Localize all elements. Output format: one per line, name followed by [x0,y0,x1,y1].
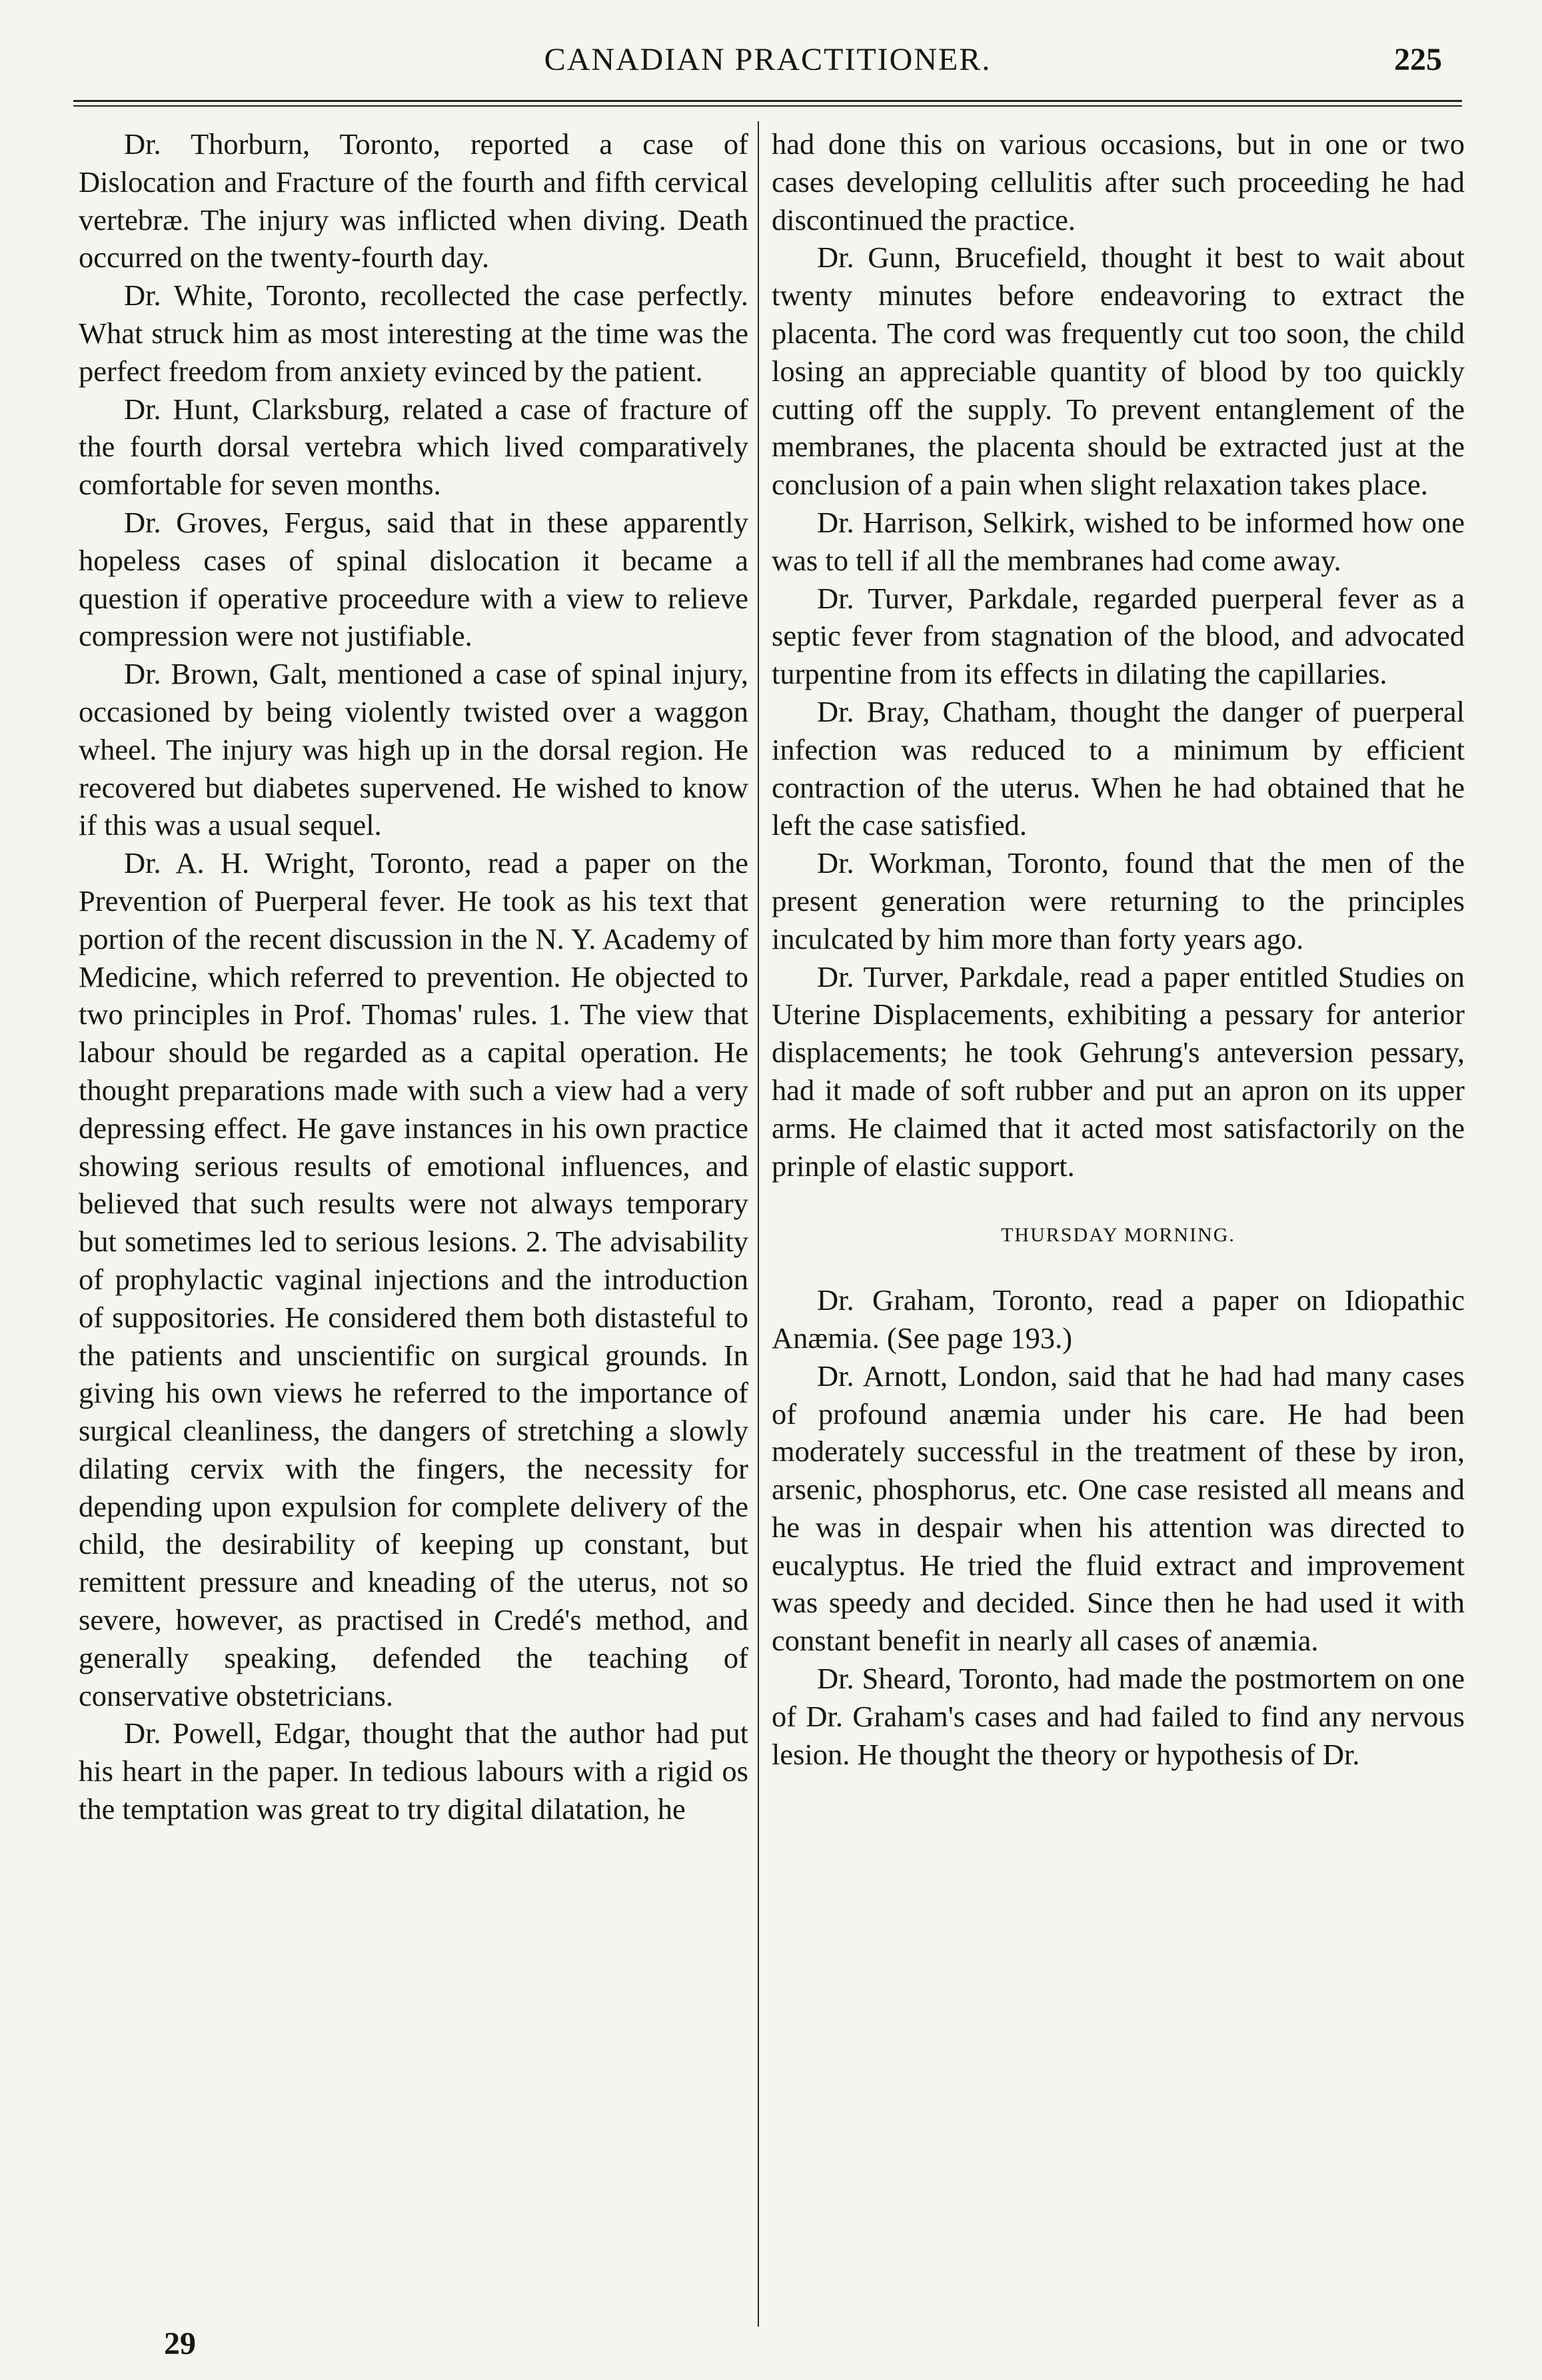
paragraph: Dr. White, Toronto, recollected the case perfectly. What struck him as most interesting at the time was the perfect freedom from anxiety evinced by the patient. [79,279,748,388]
paragraph: Dr. Sheard, Toronto, had made the postmortem on one of Dr. Graham's cases and had failed to find any nervous lesion. He thought the theory or hypothesis of Dr. [772,1662,1465,1771]
running-header [73,41,1462,88]
paragraph-continued: had done this on various occasions, but in one or two cases developing cellulitis after such proceeding he had discontinued the practice. [772,127,1465,237]
header-rule [73,100,1462,102]
paragraph: Dr. Thorburn, Toronto, reported a case of Dislocation and Fracture of the fourth and fifth cervical vertebræ. The injury was inflicted when diving. Death occurred on the twenty-fourth day. [79,127,748,275]
paragraph: Dr. Workman, Toronto, found that the men of the present generation were returning to the principles inculcated by him more than forty years ago. [772,846,1465,955]
paragraph: Dr. Bray, Chatham, thought the danger of puerperal infection was reduced to a minimum by efficient contraction of the uterus. When he had obtained that he left the case satisfied. [772,694,1465,842]
signature-mark: 29 [164,2326,196,2361]
paragraph: Dr. Gunn, Brucefield, thought it best to wait about twenty minutes before endeavoring to extract the placenta. The cord was frequently cut too soon, the child losing an appreciable quantity of blood by too quickly cutting off the supply. To prevent entanglement of the membranes, the placenta should be extracted just at the conclusion of a pain when slight relaxation takes place. [772,241,1465,502]
section-heading: THURSDAY MORNING. [1001,1224,1235,1247]
right-column [772,125,1465,1773]
page-number: 225 [1394,42,1442,77]
left-column [79,125,748,1828]
paragraph: Dr. Arnott, London, said that he had had many cases of profound anæmia under his care. He had been moderately successful in the treatment of these by iron, arsenic, phosphorus, etc. One case resisted all means and he was in despair when his attention was directed to eucalyptus. He tried the fluid extract and improvement was speedy and decided. Since then he had used it with constant benefit in nearly all cases of anæmia. [772,1359,1465,1658]
paragraph: Dr. Hunt, Clarksburg, related a case of fracture of the fourth dorsal vertebra which lived comparatively comfortable for seven months. [79,392,748,502]
paragraph: Dr. Turver, Parkdale, read a paper entitled Studies on Uterine Displacements, exhibiting a pessary for anterior displacements; he took Gehrung's anteversion pessary, had it made of soft rubber and put an apron on its upper arms. He claimed that it acted most satisfactorily on the prinple of elastic support. [772,959,1465,1183]
paragraph: Dr. Turver, Parkdale, regarded puerperal fever as a septic fever from stagnation of the blood, and advocated turpentine from its effects in dilating the capillaries. [772,581,1465,691]
paragraph: Dr. A. H. Wright, Toronto, read a paper on the Prevention of Puerperal fever. He took as his text that portion of the recent discussion in the N. Y. Academy of Medicine, which referred to prevention. He objected to two principles in Prof. Thomas' rules. 1. The view that labour should be regarded as a capital operation. He thought preparations made with such a view had a very depressing effect. He gave instances in his own practice showing serious results of emotional influences, and believed that such results were not always temporary but sometimes led to serious lesions. 2. The advisability of prophylactic vaginal injections and the introduction of suppositories. He considered them both distasteful to the patients and unscientific on surgical grounds. In giving his own views he referred to the importance of surgical cleanliness, the dangers of stretching a slowly dilating cervix with the fingers, the necessity for depending upon expulsion for complete delivery of the child, the desirability of keeping up constant, but remittent pressure and kneading of the uterus, not so severe, however, as practised in Credé's method, and generally speaking, defended the teaching of conservative obstetricians. [79,846,748,1712]
column-divider [758,121,759,2327]
paragraph: Dr. Brown, Galt, mentioned a case of spinal injury, occasioned by being violently twisted over a waggon wheel. The injury was high up in the dorsal region. He recovered but diabetes supervened. He wished to know if this was a usual sequel. [79,657,748,842]
journal-title: CANADIAN PRACTITIONER. [544,42,992,77]
paragraph: Dr. Groves, Fergus, said that in these apparently hopeless cases of spinal dislocation it became a question if operative proceedure with a view to relieve compression were not justifiable. [79,505,748,653]
header-rule-thin [73,105,1462,107]
paragraph: Dr. Powell, Edgar, thought that the author had put his heart in the paper. In tedious labours with a rigid os the temptation was great to try digital dilatation, he [79,1716,748,1826]
paragraph: Dr. Harrison, Selkirk, wished to be informed how one was to tell if all the membranes had come away. [772,505,1465,577]
paragraph: Dr. Graham, Toronto, read a paper on Idiopathic Anæmia. (See page 193.) [772,1283,1465,1355]
